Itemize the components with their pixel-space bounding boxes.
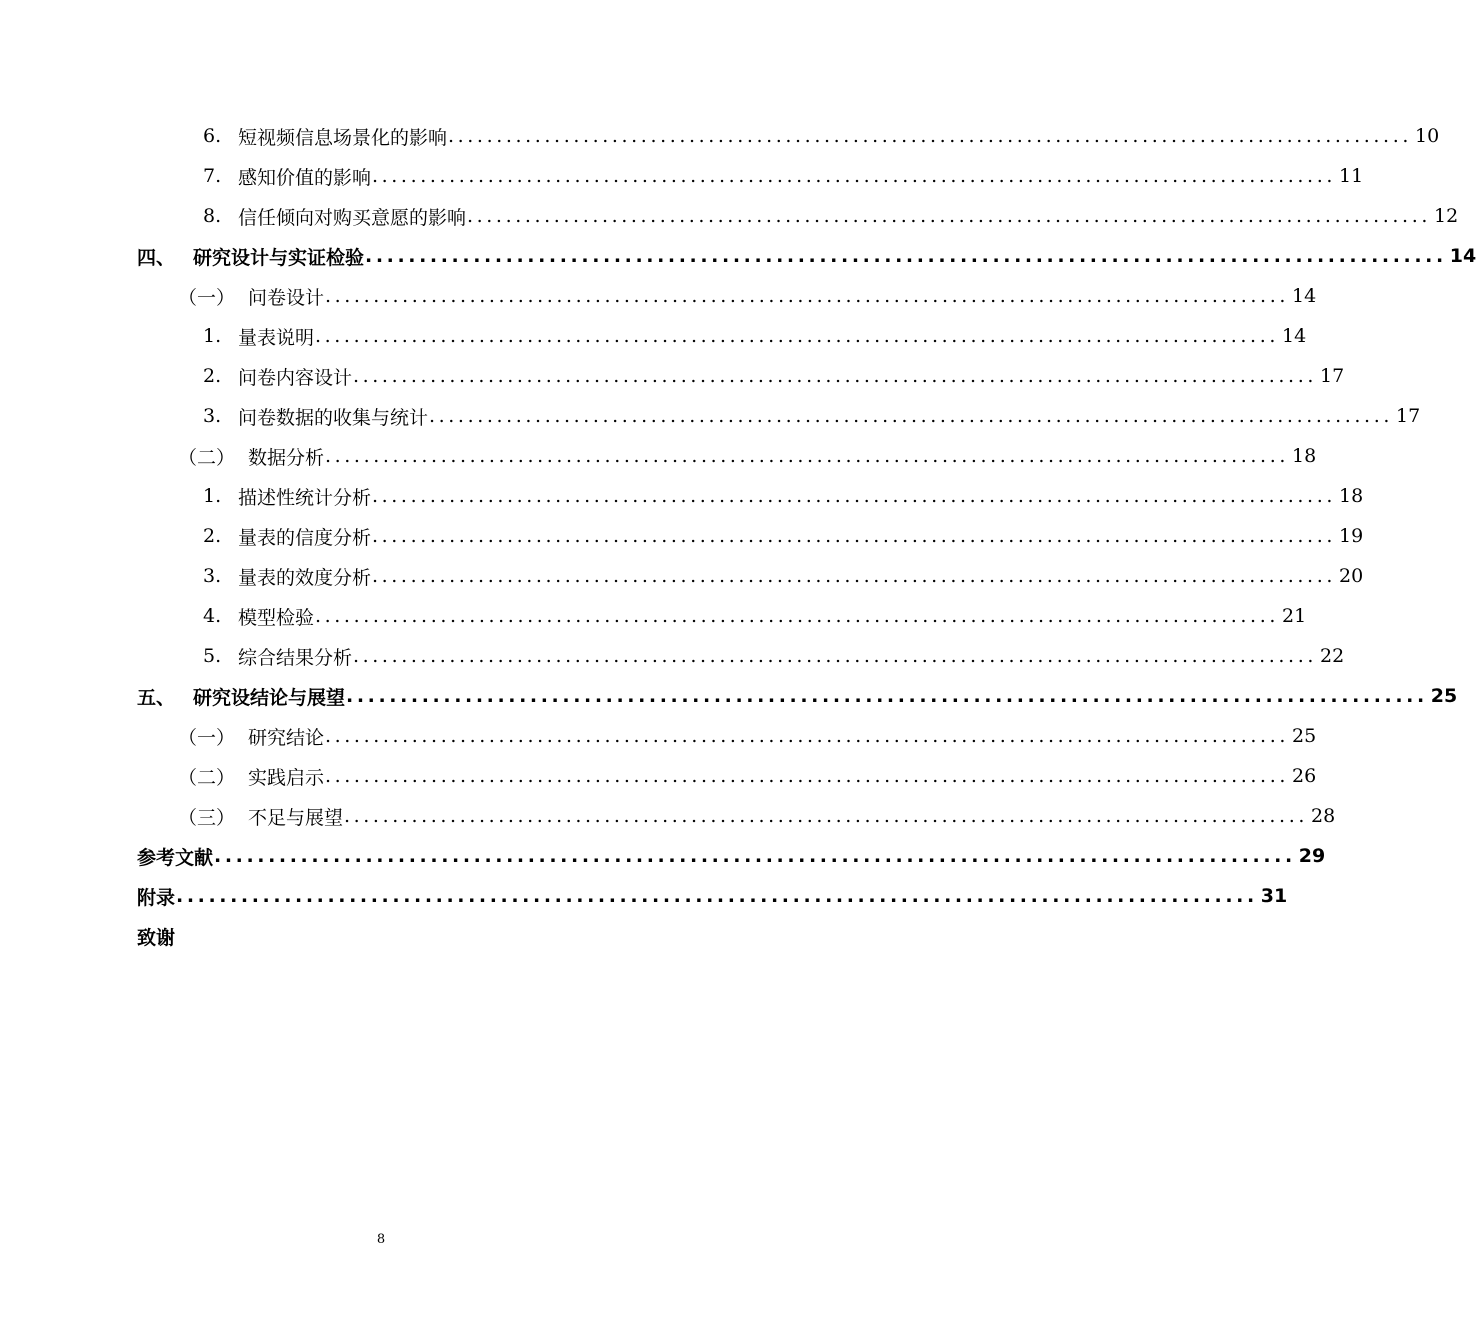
dot-leader: .................................................................................................... [467,205,1431,227]
dot-leader: .................................................................................................... [315,325,1279,347]
dot-leader: .................................................................................................... [372,485,1336,507]
toc-entry-page: 14 [1281,325,1307,347]
toc-entry-number: 3. [203,565,222,587]
toc-entry-page: 31 [1260,885,1288,907]
toc-entry-title: 附录 [137,886,176,909]
toc-entry[interactable] [0,596,1307,636]
toc-section-entry[interactable] [0,716,1317,756]
dot-leader: .................................................................................................... [315,605,1279,627]
dot-leader: .................................................................................................... [344,805,1308,827]
page-number: 8 [376,1232,386,1247]
dot-leader: .................................................................................................... [346,685,1428,707]
toc-entry-number: 1. [203,325,222,347]
toc-entry-page: 28 [1310,805,1336,827]
dot-leader: .................................................................................................... [214,845,1296,867]
dot-leader: .................................................................................................... [429,405,1393,427]
toc-entry-number: 5. [203,645,222,667]
toc-acknowledgements-entry[interactable] [0,916,950,956]
toc-entry-page: 25 [1291,725,1317,747]
toc-entry-page: 14 [1291,285,1317,307]
toc-entry-title: 量表的效度分析 [238,566,372,589]
toc-section-entry[interactable] [0,276,1317,316]
toc-entry[interactable] [0,396,1421,436]
toc-entry-number: （一） [178,286,236,309]
toc-entry-title: 短视频信息场景化的影响 [238,126,448,149]
toc-entry-page: 25 [1430,685,1458,707]
toc-entry-title: 研究设结论与展望 [193,686,346,709]
toc-entry-title: 量表说明 [238,326,315,349]
toc-entry-page: 17 [1395,405,1421,427]
toc-entry-number: （一） [178,726,236,749]
dot-leader: .................................................................................................... [325,725,1289,747]
toc-entry[interactable] [0,636,1345,676]
toc-entry-page: 11 [1338,165,1364,187]
dot-leader: .................................................................................................... [372,525,1336,547]
toc-appendix-entry[interactable] [0,876,1288,916]
toc-entry-page: 10 [1414,125,1440,147]
toc-entry-title: 量表的信度分析 [238,526,372,549]
toc-entry-page: 18 [1338,485,1364,507]
toc-entry-page: 22 [1319,645,1345,667]
toc-references-entry[interactable] [0,836,1326,876]
toc-entry-title: 研究结论 [248,726,325,749]
toc-entry-title: 综合结果分析 [238,646,353,669]
toc-entry-number: （三） [178,806,236,829]
toc-entry-title: 参考文献 [137,846,214,869]
toc-entry[interactable] [0,196,1459,236]
dot-leader: .................................................................................................... [176,885,1258,907]
toc-entry-number: 6. [203,125,222,147]
toc-entry-number: 2. [203,525,222,547]
toc-entry-number: 五、 [137,686,176,709]
toc-entry-title: 致谢 [137,926,176,949]
dot-leader: .................................................................................................... [448,125,1412,147]
toc-entry[interactable] [0,356,1345,396]
toc-entry-page: 26 [1291,765,1317,787]
toc-chapter-entry[interactable] [0,236,1476,276]
toc-entry-number: 2. [203,365,222,387]
toc-entry-number: 7. [203,165,222,187]
toc-entry-number: （二） [178,446,236,469]
dot-leader: .................................................................................................... [353,645,1317,667]
toc-entry-title: 研究设计与实证检验 [193,246,365,269]
table-of-contents [0,116,1476,956]
dot-leader: .................................................................................................... [372,165,1336,187]
toc-section-entry[interactable] [0,436,1317,476]
toc-entry-title: 描述性统计分析 [238,486,372,509]
dot-leader: .................................................................................................... [325,285,1289,307]
toc-entry-page: 12 [1433,205,1459,227]
dot-leader: .................................................................................................... [365,245,1447,267]
dot-leader: .................................................................................................... [325,765,1289,787]
dot-leader: .................................................................................................... [325,445,1289,467]
toc-entry-number: 1. [203,485,222,507]
toc-entry[interactable] [0,156,1364,196]
toc-entry[interactable] [0,116,1440,156]
toc-entry-title: 信任倾向对购买意愿的影响 [238,206,467,229]
toc-section-entry[interactable] [0,796,1336,836]
toc-entry-title: 感知价值的影响 [238,166,372,189]
toc-entry-title: 实践启示 [248,766,325,789]
toc-chapter-entry[interactable] [0,676,1458,716]
toc-entry-page: 20 [1338,565,1364,587]
toc-entry-title: 模型检验 [238,606,315,629]
toc-entry-page: 14 [1449,245,1476,267]
toc-entry-page: 19 [1338,525,1364,547]
toc-entry[interactable] [0,476,1364,516]
toc-entry-page: 29 [1298,845,1326,867]
toc-entry[interactable] [0,316,1307,356]
toc-section-entry[interactable] [0,756,1317,796]
toc-entry-page: 17 [1319,365,1345,387]
toc-entry-number: 8. [203,205,222,227]
toc-entry-title: 数据分析 [248,446,325,469]
toc-entry-page: 21 [1281,605,1307,627]
toc-entry-page: 18 [1291,445,1317,467]
toc-entry-number: 3. [203,405,222,427]
toc-entry-title: 问卷内容设计 [238,366,353,389]
dot-leader: .................................................................................................... [372,565,1336,587]
toc-entry[interactable] [0,556,1364,596]
toc-entry-number: （二） [178,766,236,789]
toc-entry-title: 问卷数据的收集与统计 [238,406,429,429]
toc-entry-title: 问卷设计 [248,286,325,309]
toc-entry-number: 四、 [137,246,176,269]
toc-entry-title: 不足与展望 [248,806,344,829]
dot-leader: .................................................................................................... [353,365,1317,387]
toc-entry[interactable] [0,516,1364,556]
toc-entry-number: 4. [203,605,222,627]
